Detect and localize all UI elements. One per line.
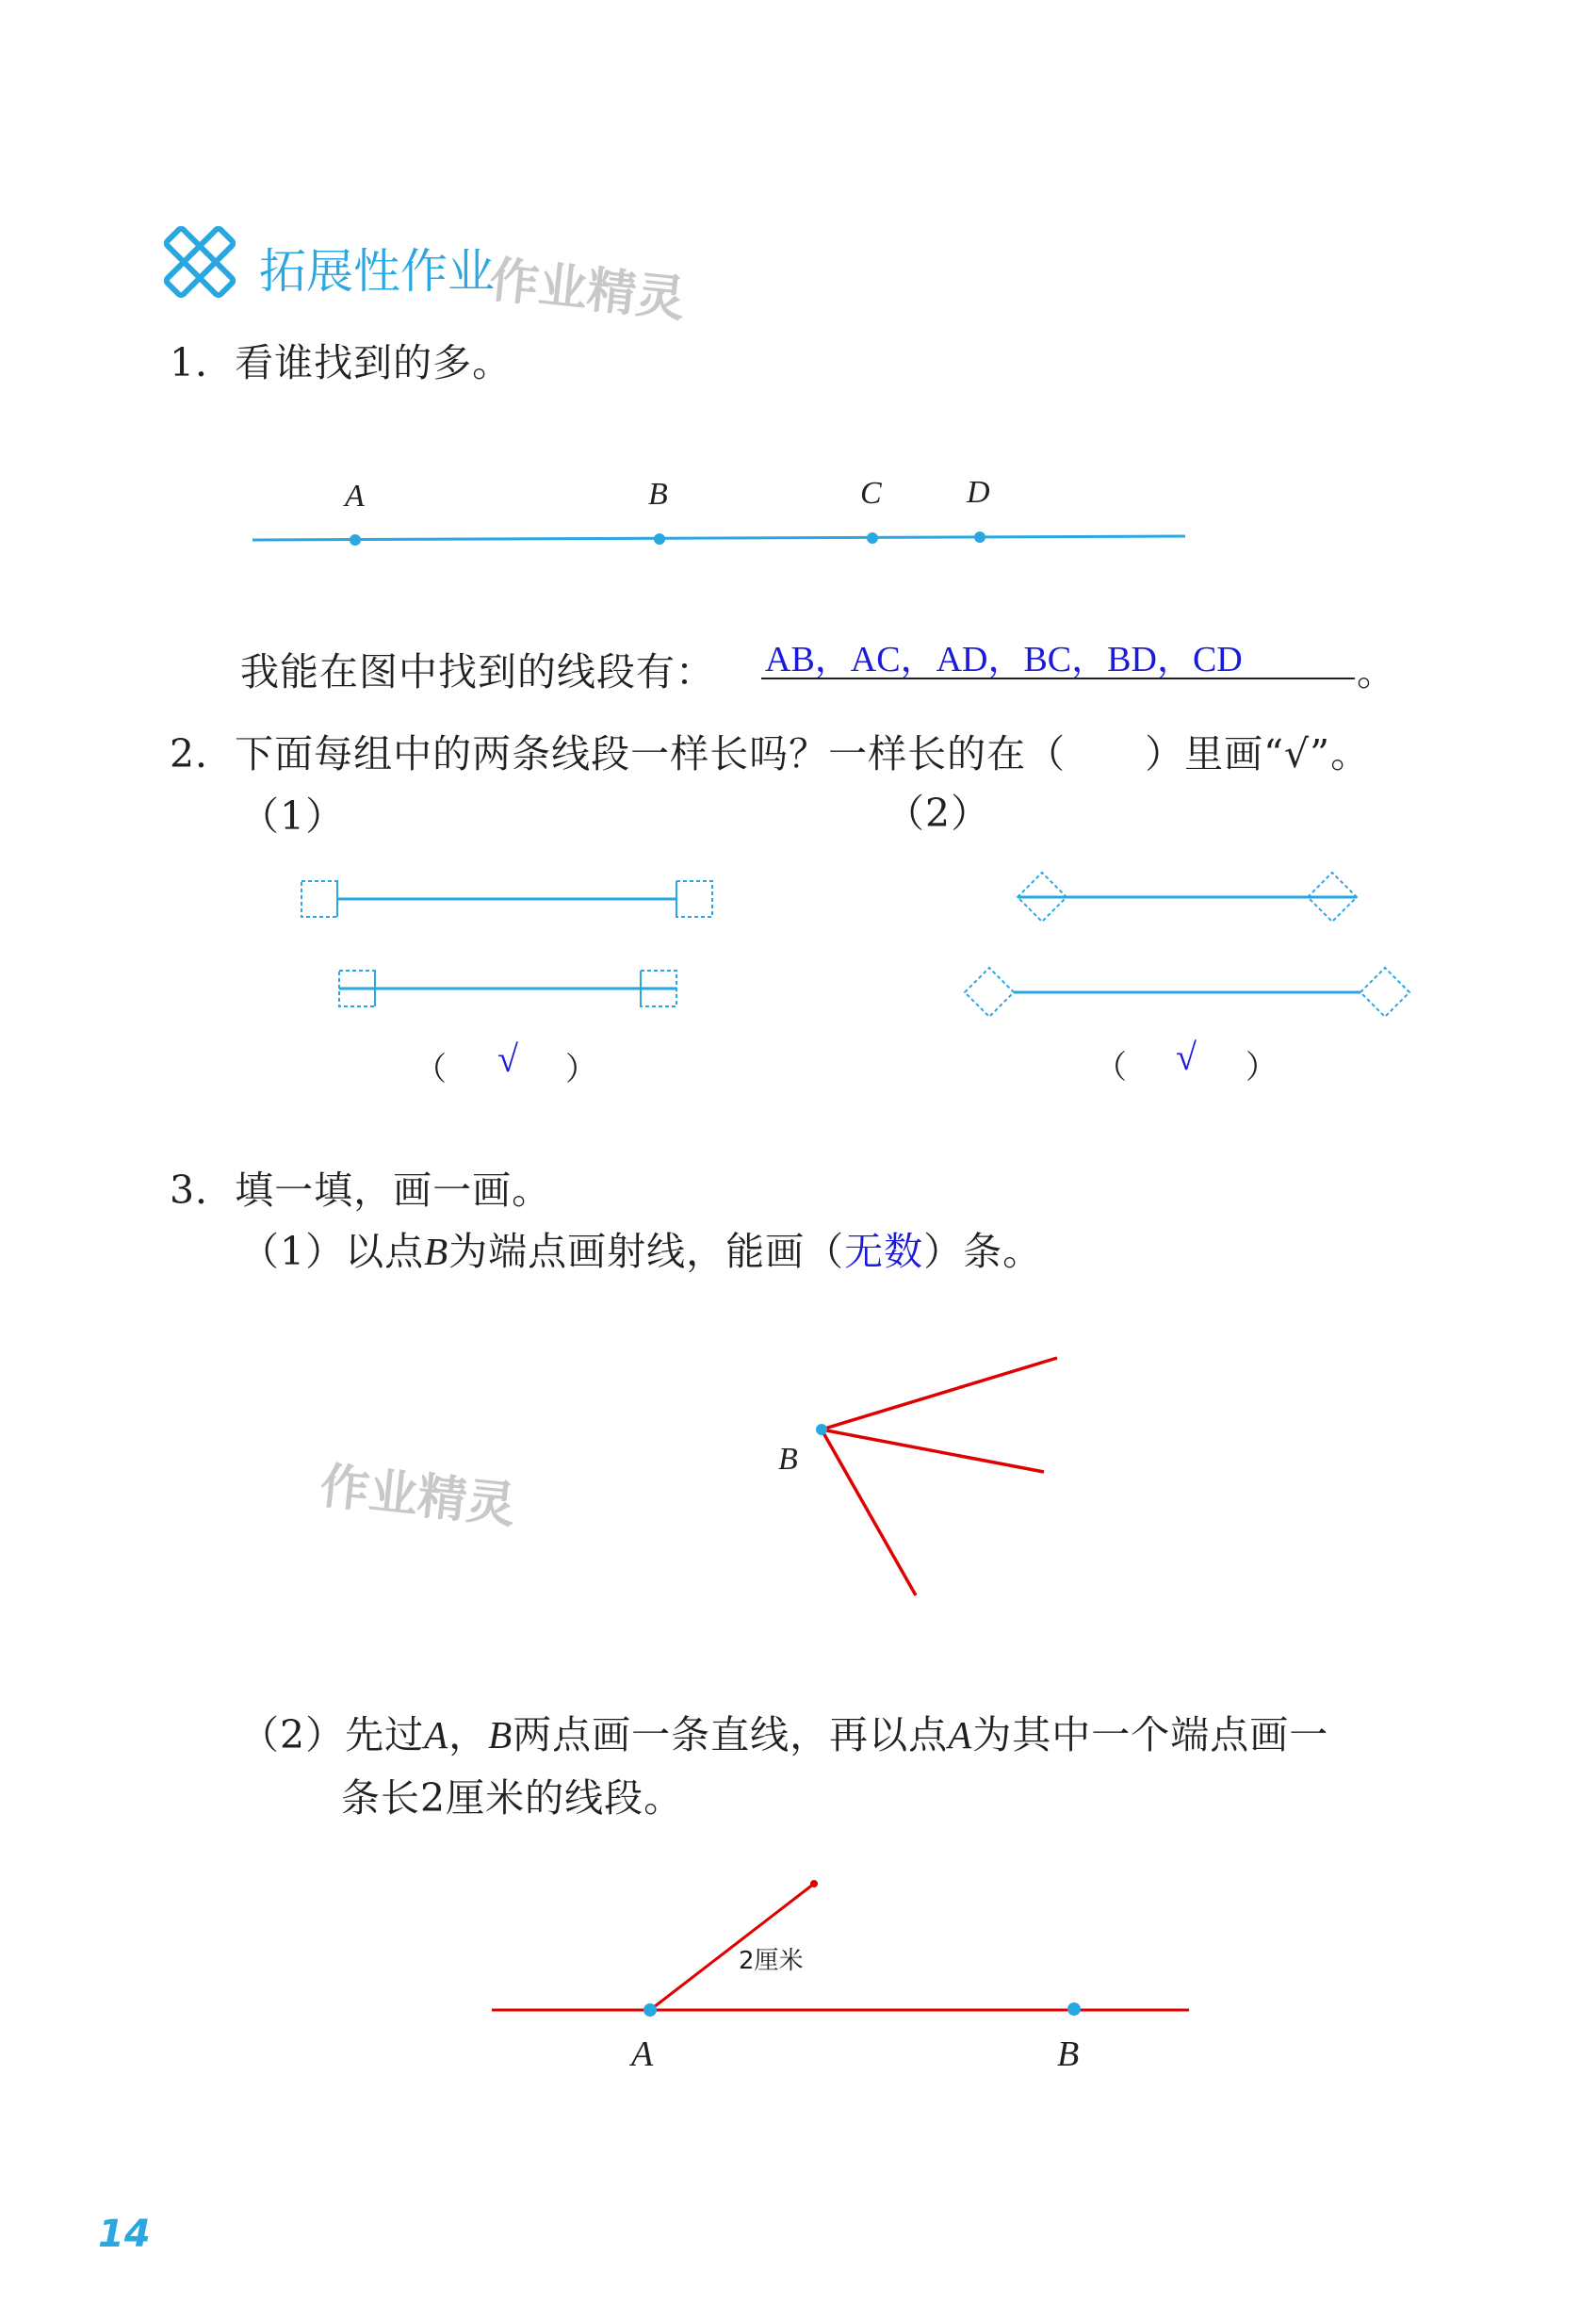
watermark-text: 作业精灵 <box>486 252 689 329</box>
q3-label-a: A <box>631 2034 654 2074</box>
q2-answer2: √ <box>1176 1036 1197 1078</box>
q3-sub1-part-d: ）条。 <box>923 1229 1043 1274</box>
q3-sub1-part-c: 为端点画射线，能画（ <box>448 1229 845 1274</box>
q1-answer-prefix: 我能在图中找到的线段有： <box>240 649 715 694</box>
q3-segment-label: 2厘米 <box>739 1947 804 1975</box>
q2-paren2-open: （ <box>1095 1049 1128 1087</box>
q3-sub1-answer: 无数 <box>844 1230 924 1273</box>
q3-ray-label-b: B <box>778 1442 798 1477</box>
q3-sub2-point-b: B <box>488 1713 513 1757</box>
q1-label-d: D <box>967 475 990 510</box>
q2-prompt: 2．下面每组中的两条线段一样长吗？一样长的在（ ）里画“√”。 <box>170 731 1371 776</box>
q2-answer1: √ <box>497 1038 518 1080</box>
section-title: 拓展性作业 <box>259 244 495 299</box>
q3-point-b-dot <box>1067 2002 1081 2016</box>
q3-segment-end <box>810 1880 818 1887</box>
q1-answer-suffix: 。 <box>1357 649 1396 694</box>
q3-sub2-part-e: 两点画一条直线，再以点 <box>513 1712 949 1757</box>
q1-prompt: 1．看谁找到的多。 <box>170 340 513 385</box>
q3-prompt: 3．填一填，画一画。 <box>170 1168 552 1213</box>
q3-sub2-line2: 条长2厘米的线段。 <box>341 1775 684 1821</box>
q3-sub2-point-a: A <box>424 1713 449 1757</box>
watermark-text-2: 作业精灵 <box>317 1458 519 1535</box>
page-number: 14 <box>98 2213 151 2256</box>
q1-label-b: B <box>648 477 668 512</box>
q2-paren1-close: ） <box>565 1051 598 1088</box>
q3-sub2-part-a: （2）先过 <box>240 1712 425 1757</box>
q2-sub1-label: （1） <box>240 793 346 839</box>
q1-answer: AB，AC，AD，BC，BD，CD <box>765 640 1243 679</box>
q1-label-c: C <box>860 476 882 511</box>
q3-point-a-dot <box>643 2003 657 2017</box>
q3-label-b: B <box>1057 2034 1080 2074</box>
q3-sub2-point-a2: A <box>948 1713 973 1757</box>
q3-sub1-point: B <box>424 1230 449 1273</box>
q3-sub2-part-g: 为其中一个端点画一 <box>972 1712 1329 1757</box>
q2-paren2-close: ） <box>1246 1049 1278 1087</box>
q2-sub2-label: （2） <box>886 791 991 836</box>
q3-sub1-part-a: （1）以点 <box>240 1229 425 1274</box>
q1-label-a: A <box>345 479 365 514</box>
q2-paren1-open: （ <box>415 1051 448 1088</box>
q3-sub2-comma: ， <box>448 1712 489 1757</box>
